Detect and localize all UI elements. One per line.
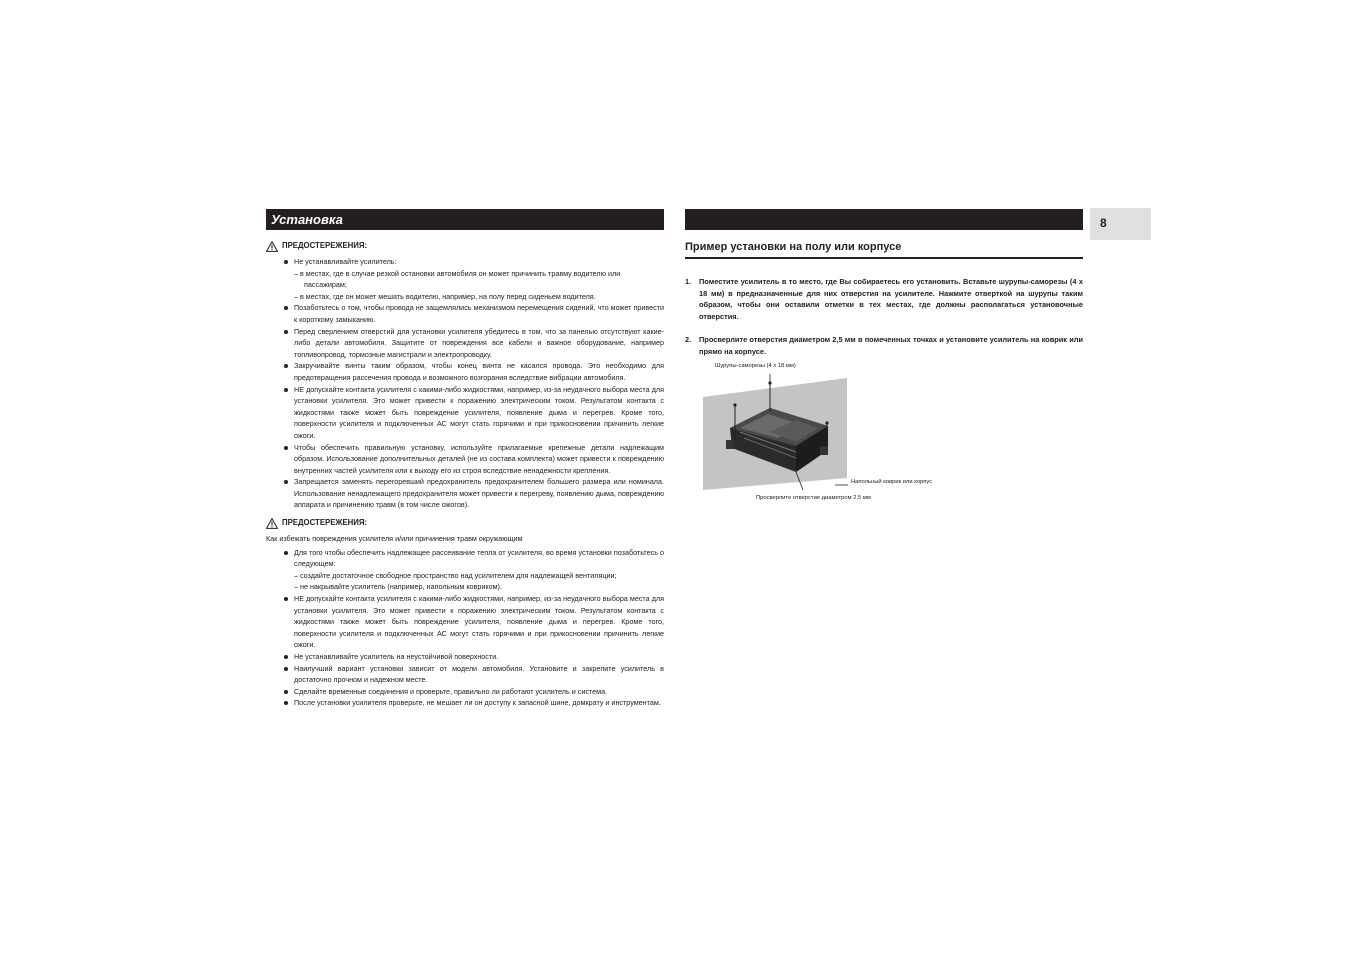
bullet-item [284,476,664,511]
bullet-text: Перед сверлением отверстий для установки усилителя убедитесь в том, что за панелью отсутствуют какие-либо детали автомобиля. Защитите от повреждения все кабели и важное оборудование, например топливопровод, тормозные магистрали и электропроводку. [294,326,664,359]
bullet-text: НЕ допускайте контакта усилителя с какими-либо жидкостями, например, из-за неудачного выбора места для установки усилителя. Это может привести к поражению электрическим током. Результатом контакта с жидкостями также может быть повреждение усилителя, появление дыма и перегрев. Кроме того, поверхности усилителя и подключенных АС могут стать горячими и при прикосновении причинить легкие ожоги. [294,594,664,650]
bullet-text: Закручивайте винты таким образом, чтобы конец винта не касался провода. Это необходимо для предотвращения рассечения провода и возможного возгорания вследствие вибрации автомобиля. [294,361,664,382]
sub-item: – в местах, где в случае резкой остановки автомобиля он может причинить травму водителю или пассажирам; [294,268,621,290]
warning-triangle-icon [266,518,278,529]
bullet-item [284,593,664,651]
warning-list-2 [266,547,664,709]
page-number: 8 [1100,216,1107,230]
bullet-text: Запрещается заменять перегоревший предохранитель предохранителем большего размера или номинала. Использование ненадлежащего предохранителя может привести к перегреву, появлению дыма, повреждению аппарата и причинению травм (в том числе ожогов). [294,477,664,510]
bullet-text: Сделайте временные соединения и проверьте, правильно ли работают усилитель и система. [294,686,608,696]
bullet-text: Не устанавливайте усилитель: [294,257,397,266]
sub-item: – создайте достаточное свободное пространство над усилителем для надлежащей вентиляции; [294,570,617,580]
sub-item: – не накрывайте усилитель (например, напольным ковриком). [294,582,502,592]
step-2 [685,334,1083,357]
bullet-text: НЕ допускайте контакта усилителя с какими-либо жидкостями, например, из-за неудачного выбора места для установки усилителя. Это может привести к поражению электрическим током. Результатом контакта с жидкостями также может быть повреждение усилителя, появление дыма и перегрев. Кроме того, поверхности усилителя и подключенных АС могут стать горячими и при прикосновении причинить легкие ожоги. [294,384,664,440]
warning-heading-text: ПРЕДОСТЕРЕЖЕНИЯ: [282,241,368,250]
bullet-text: Наилучший вариант установки зависит от модели автомобиля. Установите и закрепите усилитель в достаточно прочном и надежном месте. [294,663,664,685]
bullet-text: Для того чтобы обеспечить надлежащее рассеивание тепла от усилителя, во время установки позаботьтесь о следующем: [294,547,664,569]
bullet-item [284,326,664,361]
bullet-item [284,547,664,593]
bullet-text: Позаботьтесь о том, чтобы провода не защемлялись механизмом перемещения сидений, что может привести к короткому замыканию. [294,303,664,324]
section-header-bar-right [685,209,1083,230]
bullet-text: Чтобы обеспечить правильную установку, используйте прилагаемые крепежные детали надлежащим образом. Использование дополнительных деталей (не из состава комплекта) может привести к повреждению внутренних частей усилителя или к выходу его из строя вследствие ненадежности крепления. [294,442,664,475]
bullet-item [284,302,664,325]
bullet-item [284,384,664,442]
figure-label-mat: Напольный коврик или корпус [851,479,933,485]
subsection-title: Пример установки на полу или корпусе [685,239,1083,259]
mounting-foot [820,446,828,455]
bullet-item [284,442,664,477]
bullet-item [284,686,664,698]
step-text: Поместите усилитель в то место, где Вы собираетесь его установить. Вставьте шурупы-саморезы (4 x 18 мм) в предназначенные для них отверстия на усилителе. Нажмите отверткой на шурупы таким образом, чтобы они оставили отметки в тех местах, где должны располагаться установочные отверстия. [699,277,1083,321]
mounting-foot [726,440,734,449]
left-column [266,240,664,709]
warning-heading-1 [266,240,664,252]
bullet-text: Не устанавливайте усилитель на неустойчивой поверхности. [294,652,499,661]
warning-heading-text: ПРЕДОСТЕРЕЖЕНИЯ: [282,518,368,528]
warning-heading-2 [266,517,664,529]
page-number-tab [1090,208,1151,240]
sub-item: – в местах, где он может мешать водителю, например, на полу перед сиденьем водителя. [294,291,596,301]
figure-label-screws: Шурупы-саморезы (4 x 18 мм) [715,363,796,369]
bullet-item [284,697,664,709]
bullet-item [284,256,664,302]
warning-list-1 [266,256,664,511]
bullet-item [284,663,664,686]
step-number: 1. [685,277,692,286]
section-header-bar [266,209,664,230]
step-1 [685,276,1083,322]
bullet-text: После установки усилителя проверьте, не мешает ли он доступу к запасной шине, домкрату и инструментам. [294,698,661,708]
warning-intro: Как избежать повреждения усилителя и/или причинения травм окружающим [266,534,523,544]
bullet-item [284,360,664,383]
figure-label-drill: Просверлите отверстие диаметром 2,5 мм [756,495,871,501]
section-title: Установка [271,212,343,227]
step-text: Просверлите отверстия диаметром 2,5 мм в помеченных точках и установите усилитель на коврик или прямо на корпусе. [699,335,1083,356]
installation-figure [700,360,950,505]
bullet-item [284,651,664,663]
warning-triangle-icon [266,241,278,252]
step-number: 2. [685,335,692,344]
